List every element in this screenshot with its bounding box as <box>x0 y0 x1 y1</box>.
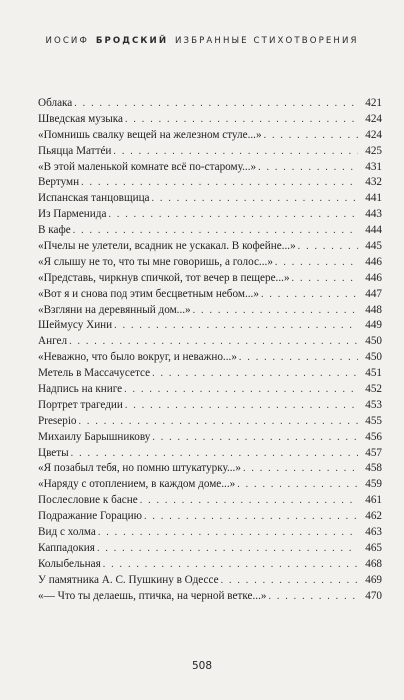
toc-entry-page: 450 <box>365 351 382 364</box>
toc-dot-leader <box>193 303 358 319</box>
toc-entry <box>38 175 382 191</box>
toc-entry-page: 455 <box>365 414 382 427</box>
toc-dot-leader <box>243 461 358 477</box>
toc-entry <box>38 334 382 350</box>
toc-entry <box>38 430 382 446</box>
toc-entry <box>38 509 382 525</box>
toc-entry-page: 446 <box>365 271 382 284</box>
toc-entry-page: 432 <box>365 176 382 189</box>
running-head-book-title: ИЗБРАННЫЕ СТИХОТВОРЕНИЯ <box>174 36 359 46</box>
toc-entry-page: 453 <box>365 398 382 411</box>
toc-entry <box>38 446 382 462</box>
toc-dot-leader <box>261 287 358 303</box>
toc-entry <box>38 287 382 303</box>
toc-entry <box>38 493 382 509</box>
toc-entry-title: Михаилу Барышникову <box>38 430 151 443</box>
toc-entry <box>38 112 382 128</box>
toc-entry-title: У памятника А. С. Пушкину в Одессе <box>38 573 219 586</box>
toc-entry-title: Испанская танцовщица <box>38 192 150 205</box>
toc-entry-title: Вертумн <box>38 176 80 189</box>
toc-entry-title: Облака <box>38 97 73 109</box>
toc-dot-leader <box>103 557 358 573</box>
toc-entry-title: Шеймусу Хини <box>38 319 113 332</box>
toc-entry-title: В кафе <box>38 224 71 237</box>
toc-entry-page: 452 <box>365 383 382 396</box>
toc-entry <box>38 207 382 223</box>
toc-entry <box>38 128 382 144</box>
toc-entry-title: Шведская музыка <box>38 112 123 125</box>
toc-entry-page: 463 <box>365 526 382 539</box>
toc-entry-title: Пьяцца Маттéи <box>38 144 112 157</box>
toc-entry-title: Ангел <box>38 335 68 348</box>
toc-entry <box>38 382 382 398</box>
toc-entry <box>38 96 382 112</box>
toc-entry-title: Послесловие к басне <box>38 494 138 507</box>
toc-dot-leader <box>125 112 358 128</box>
toc-entry-page: 459 <box>365 478 382 491</box>
toc-entry <box>38 191 382 207</box>
toc-entry-title: Метель в Массачусетсе <box>38 367 151 380</box>
toc-entry-title: Из Парменида <box>38 208 107 221</box>
toc-entry-title: «Пчелы не улетели, всадник не ускакал. В кофейне...» <box>38 240 296 253</box>
toc-dot-leader <box>152 366 358 382</box>
toc-entry-page: 424 <box>365 112 382 125</box>
toc-entry-page: 458 <box>365 462 382 475</box>
toc-entry-page: 448 <box>365 303 382 316</box>
toc-dot-leader <box>125 398 358 414</box>
toc-entry-page: 425 <box>365 144 382 157</box>
toc-entry <box>38 255 382 271</box>
toc-entry-title: Цветы <box>38 446 69 459</box>
toc-entry-page: 445 <box>365 240 382 253</box>
toc-entry-title: «Представь, чиркнув спичкой, тот вечер в пещере...» <box>38 271 290 284</box>
toc-entry <box>38 525 382 541</box>
toc-dot-leader <box>74 96 358 112</box>
toc-entry-title: Вид с холма <box>38 526 96 539</box>
toc-entry <box>38 271 382 287</box>
running-head-author-surname: БРОДСКИЙ <box>95 36 169 46</box>
toc-entry-page: 444 <box>365 224 382 237</box>
toc-dot-leader <box>73 223 358 239</box>
toc-entry-title: Каппадокия <box>38 541 95 554</box>
page-number: 508 <box>191 660 213 672</box>
toc-entry-title: «Взгляни на деревянный дом...» <box>38 303 191 316</box>
toc-dot-leader <box>113 144 358 160</box>
toc-entry-title: Колыбельная <box>38 557 101 570</box>
toc-dot-leader <box>108 207 358 223</box>
toc-entry-page: 449 <box>365 319 382 332</box>
toc-entry-page: 468 <box>365 557 382 570</box>
toc-entry <box>38 589 382 605</box>
toc-dot-leader <box>81 175 358 191</box>
toc-dot-leader <box>239 350 358 366</box>
toc-entry-title: Presepio <box>38 414 77 427</box>
toc-entry-page: 456 <box>365 430 382 443</box>
toc-entry-page: 450 <box>365 335 382 348</box>
toc-entry-page: 461 <box>365 494 382 507</box>
toc-dot-leader <box>144 509 358 525</box>
toc-entry-page: 441 <box>365 192 382 205</box>
toc-entry-page: 457 <box>365 446 382 459</box>
toc-dot-leader <box>258 160 358 176</box>
toc-entry-page: 465 <box>365 541 382 554</box>
toc-entry <box>38 303 382 319</box>
toc-entry-page: 470 <box>365 589 382 602</box>
toc-entry-page: 447 <box>365 287 382 300</box>
toc-entry <box>38 239 382 255</box>
toc-entry-title: Подражание Горацию <box>38 510 143 523</box>
toc-entry-title: Портрет трагедии <box>38 398 123 411</box>
toc-dot-leader <box>292 271 358 287</box>
toc-dot-leader <box>221 573 358 589</box>
toc-entry <box>38 366 382 382</box>
toc-entry <box>38 160 382 176</box>
toc-dot-leader <box>268 589 358 605</box>
toc-dot-leader <box>79 414 358 430</box>
toc-entry <box>38 223 382 239</box>
toc-entry <box>38 398 382 414</box>
toc-entry-page: 446 <box>365 255 382 268</box>
toc-dot-leader <box>237 477 358 493</box>
toc-dot-leader <box>97 541 358 557</box>
toc-entry <box>38 414 382 430</box>
toc-dot-leader <box>98 525 358 541</box>
toc-entry <box>38 573 382 589</box>
toc-entry-page: 469 <box>365 573 382 586</box>
toc-entry-title: «Неважно, что было вокруг, и неважно...» <box>38 351 237 364</box>
toc-entry-page: 451 <box>365 367 382 380</box>
toc-entry-title: «— Что ты делаешь, птичка, на черной ветке...» <box>38 589 267 602</box>
toc-entry <box>38 350 382 366</box>
running-head <box>0 36 404 46</box>
toc-entry <box>38 318 382 334</box>
toc-dot-leader <box>69 334 358 350</box>
toc-entry-title: «Вот я и снова под этим бесцветным небом...» <box>38 287 259 300</box>
toc-entry-page: 431 <box>365 160 382 173</box>
toc-entry-page: 421 <box>365 97 382 109</box>
toc-dot-leader <box>298 239 358 255</box>
toc-entry <box>38 541 382 557</box>
toc-entry-title: Надпись на книге <box>38 383 123 396</box>
toc-entry-title: «Я слышу не то, что ты мне говоришь, а голос...» <box>38 255 273 268</box>
toc-entry-title: «Наряду с отоплением, в каждом доме...» <box>38 478 236 491</box>
toc-dot-leader <box>124 382 358 398</box>
toc-dot-leader <box>152 430 358 446</box>
toc-dot-leader <box>264 128 358 144</box>
toc-dot-leader <box>140 493 358 509</box>
toc-dot-leader <box>275 255 358 271</box>
toc-entry-page: 424 <box>365 128 382 141</box>
toc-dot-leader <box>71 446 358 462</box>
table-of-contents <box>38 96 382 605</box>
toc-entry-page: 462 <box>365 510 382 523</box>
toc-entry <box>38 557 382 573</box>
toc-entry <box>38 477 382 493</box>
toc-dot-leader <box>114 318 358 334</box>
running-head-author-first: ИОСИФ <box>45 36 89 46</box>
toc-dot-leader <box>152 191 358 207</box>
toc-entry <box>38 144 382 160</box>
toc-entry-title: «В этой маленькой комнате всё по-старому...» <box>38 160 257 173</box>
toc-entry-page: 443 <box>365 208 382 221</box>
toc-entry-title: «Я позабыл тебя, но помню штукатурку...» <box>38 462 241 475</box>
toc-entry-title: «Помнишь свалку вещей на железном стуле...» <box>38 128 262 141</box>
toc-entry <box>38 461 382 477</box>
